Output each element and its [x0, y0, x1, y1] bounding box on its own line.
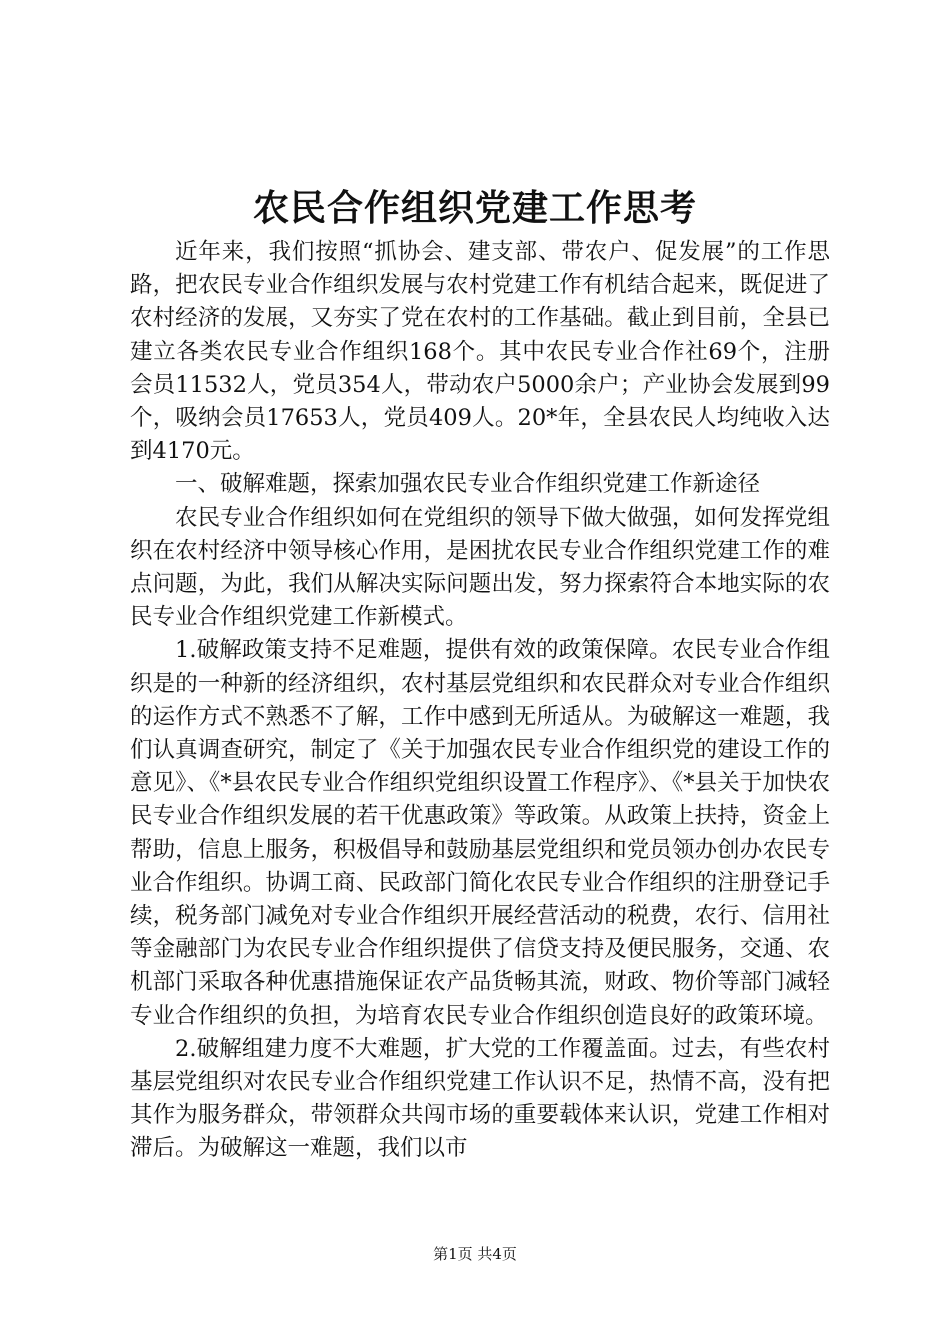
paragraph-point-1: 1.破解政策支持不足难题，提供有效的政策保障。农民专业合作组织是的一种新的经济组织，农村基层党组织和农民群众对专业合作组织的运作方式不熟悉不了解，工作中感到无所适从。为破解这一难题，我们认真调查研究，制定了《关于加强农民专业合作组织党的建设工作的意见》、《*县农民专业合作组织党组织设置工作程序》、《*县关于加快农民专业合作组织发展的若干优惠政策》等政策。从政策上扶持，资金上帮助，信息上服务，积极倡导和鼓励基层党组织和党员领办创办农民专业合作组织。协调工商、民政部门简化农民专业合作组织的注册登记手续，税务部门减免对专业合作组织开展经营活动的税费，农行、信用社等金融部门为农民专业合作组织提供了信贷支持及便民服务，交通、农机部门采取各种优惠措施保证农产品货畅其流，财政、物价等部门减轻专业合作组织的负担，为培育农民专业合作组织创造良好的政策环境。 — [130, 637, 830, 1029]
section-heading-1: 一、破解难题，探索加强农民专业合作组织党建工作新途径 — [175, 471, 761, 498]
paragraph-intro: 近年来，我们按照“抓协会、建支部、带农户、促发展”的工作思路，把农民专业合作组织发展与农村党建工作有机结合起来，既促进了农村经济的发展，又夯实了党在农村的工作基础。截止到目前，全县已建立各类农民专业合作组织168个。其中农民专业合作社69个，注册会员11532人，党员354人，带动农户5000余户；产业协会发展到99个，吸纳会员17653人，党员409人。20*年，全县农民人均纯收入达到4170元。 — [130, 239, 830, 465]
document-body — [130, 236, 830, 1166]
page-footer: 第1页 共4页 — [433, 1245, 517, 1263]
paragraph-section-1-intro: 农民专业合作组织如何在党组织的领导下做大做强，如何发挥党组织在农村经济中领导核心作用，是困扰农民专业合作组织党建工作的难点问题，为此，我们从解决实际问题出发，努力探索符合本地实际的农民专业合作组织党建工作新模式。 — [130, 504, 830, 631]
document-title: 农民合作组织党建工作思考 — [252, 187, 697, 229]
paragraph-point-2: 2.破解组建力度不大难题，扩大党的工作覆盖面。过去，有些农村基层党组织对农民专业合作组织党建工作认识不足，热情不高，没有把其作为服务群众，带领群众共闯市场的重要载体来认识，党建工作相对滞后。为破解这一难题，我们以市 — [130, 1035, 830, 1162]
